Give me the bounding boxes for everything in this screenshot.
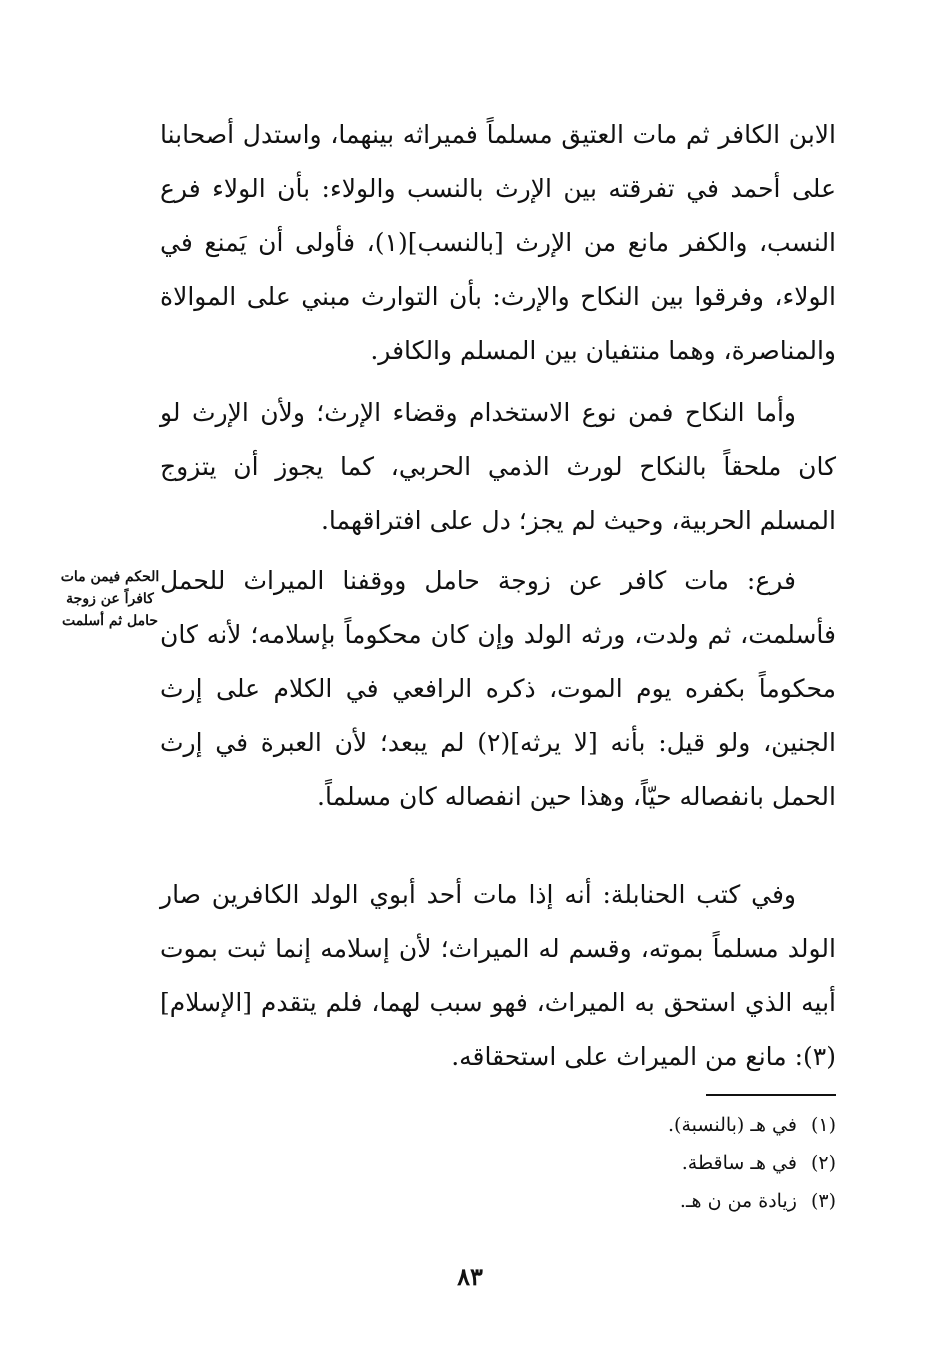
footnote-number: (١) bbox=[810, 1114, 836, 1136]
footnote-separator bbox=[706, 1094, 836, 1096]
page-number: ٨٣ bbox=[457, 1262, 483, 1291]
footnote-item bbox=[500, 1144, 836, 1182]
footnote-number: (٢) bbox=[810, 1152, 836, 1174]
paragraph-branch-pregnant-wife: فرع: مات كافر عن زوجة حامل ووقفنا الميراث للحمل فأسلمت، ثم ولدت، ورثه الولد وإن كان محكوماً بإسلامه؛ لأنه كان محكوماً بكفره يوم الموت، ذكره الرافعي في الكلام على إرث الجنين، ولو قيل: بأنه [لا يرثه](٢) لم يبعد؛ لأن العبرة في إرث الحمل بانفصاله حيّاً، وهذا حين انفصاله كان مسلماً. bbox=[160, 566, 836, 811]
paragraph-inheritance-wala: الابن الكافر ثم مات العتيق مسلماً فميراثه بينهما، واستدل أصحابنا على أحمد في تفرقته بين الإرث بالنسب والولاء: بأن الولاء فرع النسب، والكفر مانع من الإرث [بالنسب](١)، فأولى أن يَمنع في الولاء، وفرقوا بين النكاح والإرث: بأن التوارث مبني على الموالاة والمناصرة، وهما منتفيان بين المسلم والكافر. bbox=[160, 120, 837, 365]
margin-note: الحكم فيمن مات كافراً عن زوجة حامل ثم أسلمت bbox=[60, 569, 160, 629]
footnote-text: زيادة من ن هـ. bbox=[679, 1190, 797, 1212]
footnote-text: في هـ (بالنسبة). bbox=[668, 1114, 797, 1136]
paragraph-hanbali-books: وفي كتب الحنابلة: أنه إذا مات أحد أبوي الولد الكافرين صار الولد مسلماً بموته، وقسم له الميراث؛ لأن إسلامه إنما ثبت بموت أبيه الذي استحق به الميراث، فهو سبب لهما، فلم يتقدم [الإسلام](٣): مانع من الميراث على استحقاقه. bbox=[160, 880, 836, 1071]
footnotes-list bbox=[500, 1106, 836, 1220]
footnote-text: في هـ ساقطة. bbox=[681, 1152, 797, 1174]
footnote-number: (٣) bbox=[810, 1190, 836, 1212]
footnote-item bbox=[500, 1106, 836, 1144]
paragraph-marriage: وأما النكاح فمن نوع الاستخدام وقضاء الإرث؛ ولأن الإرث لو كان ملحقاً بالنكاح لورث الذمي الحربي، كما يجوز أن يتزوج المسلم الحربية، وحيث لم يجز؛ دل على افتراقهما. bbox=[160, 398, 836, 535]
footnote-item bbox=[500, 1182, 836, 1220]
